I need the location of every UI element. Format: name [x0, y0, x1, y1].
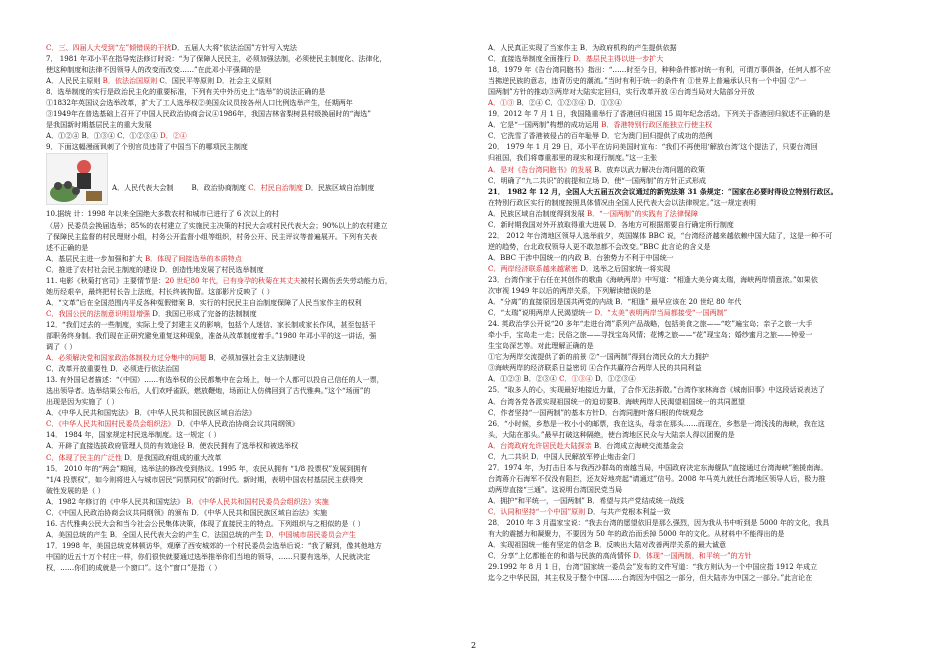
text-line: 24. 英政治学公开说“20 多年“走进台湾”系列产品战略，包括美食之旅——“吃”遍宝岛；亲子之旅一大手 — [488, 319, 813, 329]
text-line: A．①②④ B．①③④ C．①②③④ D．②④ — [46, 131, 187, 141]
text-line: 28． 2010 年 3 月温家宝说：“我去台湾的愿望依旧是那么强烈，因为我从书中听到是 5000 年的文化，我具 — [488, 518, 830, 528]
text-line: C．明确了“九二共识”的前提和立场 D．使“一国两制”的方针正式形成 — [488, 175, 706, 185]
text-line: 调了（ ） — [46, 342, 77, 352]
text-line: 破性发展的是（ ） — [46, 485, 105, 495]
answer-highlight: C．两岸经济联系越来越紧密 — [488, 263, 578, 273]
text-line: C．推进了农村社会民主制度的建设 D．创造性地发展了村民选举制度 — [46, 264, 264, 274]
text-line: 12．“我们过去的一些制度，实际上受了封建主义的影响，包括个人迷信、家长制或家长作风，甚至包括干 — [46, 319, 376, 329]
text-line: 7． 1981 年邓小平在指导宪法修订时说：“为了保障人民民主，必须加强法制，必须使民主制度化、法律化， — [46, 54, 387, 64]
text-line: 当拂逆民族的意志，违背历史的潮流。”当时有利于统一的条件有 ①世界上普遍承认只有一个中国 ②“一 — [488, 76, 807, 86]
answer-highlight: 20 世纪80 年代，已有身孕的秋菊在其丈夫 — [165, 275, 301, 285]
text-line: C．“太瑞”说明两岸人民渴望统一 D．“太美”表明两岸当局都接受“一国两制” — [488, 308, 728, 318]
text-line: 牵小手，宝岛走一走；民俗之旅——寻找宝岛风情；花博之旅——“花”现宝岛；婚纱蜜月之旅——钟爱一 — [488, 330, 813, 340]
text-line: ①1832年英国议会选举改革，扩大了工人选举权②美国众议员按各州人口比例选举产生，任期两年 — [46, 98, 353, 108]
text-line: 迄今之中华民国，其主权及于整个中国……台湾因为中国之一部分，但大陆亦为中国之一部分。”此言论在 — [488, 573, 813, 583]
text-line: 17．1998 年，美国总统克林顿访华，观摩了西安城郊的一个村民委员会选举后说：“我了解到，像其他地方 — [46, 540, 382, 550]
text-line: A．它是“一国两制”构想的成功运用 B．香港特别行政区能独立行使主权 — [488, 120, 713, 130]
text-line: 了保障民主监督的村民理财小组，村务公开监督小组等组织，村务公开、民主评议等普遍展开。下列有关表 — [46, 231, 378, 241]
text-line: C．体现了民主的广泛性 D．是我国政府组成的重大改革 — [46, 452, 222, 462]
text-line: 18．1979 年《告台湾同胞书》指出：“……时至今日，种种条件都对统一有利，可谓万事俱备，任何人都不应 — [488, 65, 831, 75]
text-line: ①它为两岸交流提供了新的前景 ②“一国两制”得到台湾民众的大力拥护 — [488, 352, 709, 362]
text-line: 权，……你们的成就是一个窗口”。这个“窗口”是指（ ） — [46, 562, 222, 572]
text-line: A．台湾政府允许居民赴大陆探亲 B．台湾成立海峡交流基金会 — [488, 440, 684, 450]
text-line: 头，大陆在那头。”最早打破这种隔绝，使台湾地区民众与大陆亲人得以团聚的是 — [488, 429, 735, 439]
text-line: “1/4 投票权”，如今则将进入与城市居民“同票同权”的新时代。新时期，表明中国农村基层民主获得突 — [46, 474, 363, 484]
text-line: A．BBC 干涉中国统一的内政 B．台独势力不利于中国统一 — [488, 252, 674, 262]
text-line: ③海峡两岸的经济联系日益密切 ④合作共赢符合两岸人民的共同利益 — [488, 363, 702, 373]
text-line: A．“文革”后在全国范围内平反各种冤假错案 B．实行的村民民主自治制度保障了人民当家作主的权利 — [46, 297, 362, 307]
answer-highlight: C．我国公民的法制意识明显增强 — [46, 308, 151, 318]
text-line: 25．“取多人的心，实现最好地接近力量，了合作无法拆散。”台湾作家林海音《城南旧事》中这段话说表达了 — [488, 385, 825, 395]
text-line: C．《中国人民政治协商会议共同纲领》的颁布 D．《中华人民共和国民族区域自治法》实施 — [46, 507, 328, 517]
text-line: A．开辟了直接选拔政府管理人员的有效途径 B．使农民拥有了选举权和被选举权 — [46, 441, 299, 451]
text-line: 20． 1979 年 1 月 29 日，邓小平在访问美国时宣布：“我们不再使用‘解放台湾’这个提法了，只要台湾回 — [488, 142, 818, 152]
answer-highlight: D．②④ — [160, 131, 187, 141]
answer-highlight: A．台湾政府允许居民赴大陆探亲 — [488, 440, 592, 450]
left-column — [46, 42, 456, 573]
text-line: 19．2012 年 7 月 1 日，我国隆重举行了香港回归祖国 15 周年纪念活动。下列关于香港回归叙述不正确的是 — [488, 109, 831, 119]
text-line: 台湾蒋介石海军不仅没有阻拦，还友好地亮起“请通过”信号。2008 年马英九就任台湾地区领导人后，极力推 — [488, 473, 826, 483]
answer-highlight: B．依法治国原则 — [102, 76, 158, 86]
q9-cartoon-row — [46, 152, 456, 208]
answer-highlight: C．认同和坚持“一个中国”原则 — [488, 506, 586, 516]
text-line: 11. 电影《秋菊打官司》主要情节是：20 世纪80 年代，已有身孕的秋菊在其丈夫被村长踢伤丢失劳动能力后， — [46, 275, 392, 285]
right-column — [488, 42, 902, 583]
text-line: 生宝岛深艺等。对此理解正确的是 — [488, 341, 594, 351]
text-line: A．①②③ B．②③④ C．①③④ D．①②③④ — [488, 374, 636, 384]
text-line: 15． 2010 年的“两会”期间，选举法的修改受到热议。1995 年，农民从拥有 “1/8 投票权”发展到拥有 — [46, 463, 368, 473]
text-line: A．美国总统的产生 B．全国人民代表大会的产生 C．法国总统的产生 D．中国城市居民委员会产生 — [46, 529, 356, 539]
page-number: 2 — [471, 641, 477, 650]
text-line: C．分享“上亿都能在的和谐与民族的高尚情怀 D．体现“一国两制，和平统一”的方针 — [488, 551, 752, 561]
text-line: 8．选举制度的实行是政治民主化的重要标准，下列有关中外历史上“选举”的说法正确的是 — [46, 87, 326, 97]
text-line: C．新时期我国对外开放取得重大进展 D．各地方可根据需要自行确定所行制度 — [488, 219, 734, 229]
text-line: A．是对《告台湾同胞书》的发展 B．放弃以武力解决台湾问题的政策 — [488, 164, 705, 174]
text-line: 动两岸直接“三通”。这说明台湾国民党当局 — [488, 484, 623, 494]
text-line: 29.1992 年 8 月 1 日，台湾“国家统一委员会”发布的文件写道：“我方则认为一个中国应指 1912 年成立 — [488, 562, 818, 572]
answer-highlight: D．中国城市居民委员会产生 — [265, 529, 356, 539]
text-line: 是我国新时期基层民主的重大发展 — [46, 120, 152, 130]
text-line: ③1949年在普选基础上召开了中国人民政治协商会议④1986年，我国吉林省梨树县村级换届时的“海选” — [46, 109, 371, 119]
text-line: C．作者坚持“一国两制”的基本方针D．台湾同胞叶落归根的传统观念 — [488, 407, 704, 417]
answer-highlight: D．“太美”表明两岸当局都接受“一国两制” — [594, 308, 728, 318]
text-line: 次审视 1949 年以后的两岸关系，下列解读错误的是 — [488, 286, 652, 296]
answer-highlight: B．香港特别行政区能独立行使主权 — [601, 120, 713, 130]
text-line: 10.据统 计：1998 年以来全国绝大多数农村和城市已进行了 6 次以上的村 — [46, 209, 279, 219]
answer-highlight: C．体现了民主的广泛性 — [46, 452, 122, 462]
text-line: A．实现祖国统一能有坚定的信念 B．反映出大陆对改善两岸关系的最大诚意 — [488, 540, 727, 550]
text-line: 有大的震撼力和凝聚力，不要因为 50 年的政治而丢掉 5000 年的文化。从材料中不能得出的是 — [488, 529, 785, 539]
text-line: 23．台湾作家于右任在其创作的歌曲《海峡两岸》中写道：“相逢大美分离太瑞，海峡两岸情意浓。”如果依 — [488, 274, 818, 284]
text-line: 14． 1984 年，国家规定村民选举制度。这一规定（ ） — [46, 430, 221, 440]
text-line: 她历经艰辛，最终把村长告上法庭，村长终被拘留。这部影片反映了（ ） — [46, 286, 274, 296]
text-line: 使这种制度和法律不因领导人的改变而改变……”在此邓小平强调的是 — [46, 65, 262, 75]
text-line: 16. 古代雅典公民大会和当今社会公民集体决策，体现了直接民主的特点。下列组织与之相似的是（ ） — [46, 518, 365, 528]
text-line: A．必须解决党和国家政治体制权力过分集中的问题 B．必须加强社会主义法制建设 — [46, 353, 306, 363]
text-line: 部职务终身制。我们现在正研究避免重复这种现象，准备从改革制度着手。”1980 年邓小平的这一讲话，强 — [46, 330, 377, 340]
text-line: C．它洗雪了香港被侵占的百年耻辱 D．它为澳门回归提供了成功的范例 — [488, 131, 713, 141]
answer-highlight: B．《中华人民共和国村民委员会组织法》实施 — [186, 496, 329, 506]
text-line: A．“分离”的直接原因是国共两党的内战 B．“相逢” 最早应该在 20 世纪 80 年代 — [488, 297, 742, 307]
q9-options — [112, 182, 392, 193]
text-line: 22． 2012 年台湾地区领导人选举前夕，英国媒体 BBC 说，“台湾经济越来越依赖中国大陆了，这是一种不可 — [488, 230, 833, 240]
text-line: C．《中华人民共和国村民委员会组织法》 D．《中华人民政治协商会议共同纲领》 — [46, 419, 299, 429]
text-line: A．《中华人民共和国宪法》 B．《中华人民共和国民族区域自治法》 — [46, 408, 256, 418]
text-line: C．两岸经济联系越来越紧密 D．选举之后国家统一将实现 — [488, 263, 671, 273]
text-line: A．人民民主原则 B．依法治国原则 C．国民平等原则 D．社会主义原则 — [46, 76, 272, 86]
text-line: 出现是因为实施了（ ） — [46, 397, 119, 407]
answer-highlight: C．①③④ — [559, 374, 593, 384]
answer-highlight: D．体现“一国两制，和平统一”的方针 — [633, 551, 752, 561]
text-line: A．1982 年修订的《中华人民共和国宪法》 B．《中华人民共和国村民委员会组织法》实施 — [46, 496, 329, 506]
q9-option: B．政治协商制度 C．村民自治制度 D．民族区域自治制度 — [191, 183, 375, 193]
text-line: C．直接选举制度全面推行 D．基层民主得以进一步扩大 — [488, 54, 664, 64]
answer-highlight: A．①③ — [488, 98, 515, 108]
answer-highlight: D．基层民主得以进一步扩大 — [573, 54, 664, 64]
text-line: C．认同和坚持“一个中国”原则 D．与共产党根本利益一致 — [488, 506, 671, 516]
text-line: A．民族区域自治制度得到发展 B．“一国两制”的实践有了法律保障 — [488, 208, 698, 218]
text-line: 在特别行政区实行的制度按照具体情况由全国人民代表大会以法律规定。”这一规定表明 — [488, 197, 756, 207]
text-line: 21． 1982 年 12 月，全国人大五届五次会议通过的新宪法第 31 条规定：“国家在必要时得设立特别行政区。 — [488, 186, 838, 196]
answer-highlight: A．是对《告台湾同胞书》的发展 — [488, 164, 592, 174]
text-line: C．三、四届人大受到“左”倾错误的干扰D．五届人大将“依法治国”方针写入宪法 — [46, 43, 297, 52]
answer-highlight: B．体现了间接选举的本质特点 — [144, 253, 242, 263]
text-line: C．改革开放重要性 D．必须进行依法治国 — [46, 364, 180, 374]
answer-highlight: C．村民自治制度 — [248, 183, 303, 193]
text-line: 述不正确的是 — [46, 242, 89, 252]
text-line: 国两制”方针的推动③两岸对大陆实定回归，实行改革开放 ④台湾当局对大陆部分开放 — [488, 87, 755, 97]
text-line: 归祖国，我们将尊重那里的现实和现行制度。”这一主张 — [488, 153, 658, 163]
answer-highlight: A．必须解决党和国家政治体制权力过分集中的问题 — [46, 353, 207, 363]
text-line: A．基层民主进一步加强和扩大 B．体现了间接选举的本质特点 — [46, 253, 242, 263]
text-line: C．九二共识 D．中国人民解放军停止炮击金门 — [488, 451, 636, 461]
text-line: A．台湾各党各派实现祖国统一的迫切要B．海峡两岸人民渴望祖国统一的共同愿望 — [488, 396, 745, 406]
text-line: A．人民真正实现了当家作主 B．为政府机构的产生提供依据 — [488, 43, 677, 52]
answer-highlight: C．《中华人民共和国村民委员会组织法》 — [46, 419, 175, 429]
text-line: （居）民委员会换届选举；85%的农村建立了实施民主决策的村民大会或村民代表大会；90%以上的农村建立 — [46, 220, 388, 230]
q9-option: A．人民代表大会制 — [112, 183, 174, 193]
satire-cartoon-image — [46, 153, 108, 205]
text-line: 9．下面这幅漫画讽刺了个别官员违背了中国当下的哪项民主制度 — [46, 142, 248, 152]
answer-highlight: C．三、四届人大受到“左”倾错误的干扰 — [46, 43, 172, 52]
text-line: C．我国公民的法制意识明显增强 D．我国已形成了完备的法制制度 — [46, 308, 257, 318]
text-line: 选出领导者。选举结果公布后，人们欢呼雀跃，燃放鞭炮，场面让人仿佛回到了古代雅典。”这个“场面”的 — [46, 386, 371, 396]
text-line: 中国的近五十万个村庄一样，你们很快就要通过选举推举你们当地的领导，……只要有选举，人民就决定 — [46, 551, 371, 561]
text-line: 逆的趋势，台北政权领导人更不敢忽都不会改变。”BBC 此言论的含义是 — [488, 241, 711, 251]
answer-highlight: B．“一国两制”的实践有了法律保障 — [586, 208, 698, 218]
text-line: 26．“小时候，乡愁是一枚小小的邮票，我在这头，母亲在那头……而现在，乡愁是一湾浅浅的海峡，我在这 — [488, 418, 825, 428]
text-line: A．拥护“和平统一，一国两制” B．希望与共产党结成统一战线 — [488, 495, 684, 505]
text-line: 13. 有外国记者描述：“（中国）……有选举权的公民都集中在会场上，每一个人都可以投自己信任的人一票， — [46, 375, 384, 385]
text-line: A．①③ B．②④ C．①②③④ D．①③④ — [488, 98, 622, 108]
text-line: 27．1974 年，为打击日本与我西沙群岛的南越当局，中国政府决定东海舰队“直接通过台湾海峡”驰援南海。 — [488, 462, 828, 472]
